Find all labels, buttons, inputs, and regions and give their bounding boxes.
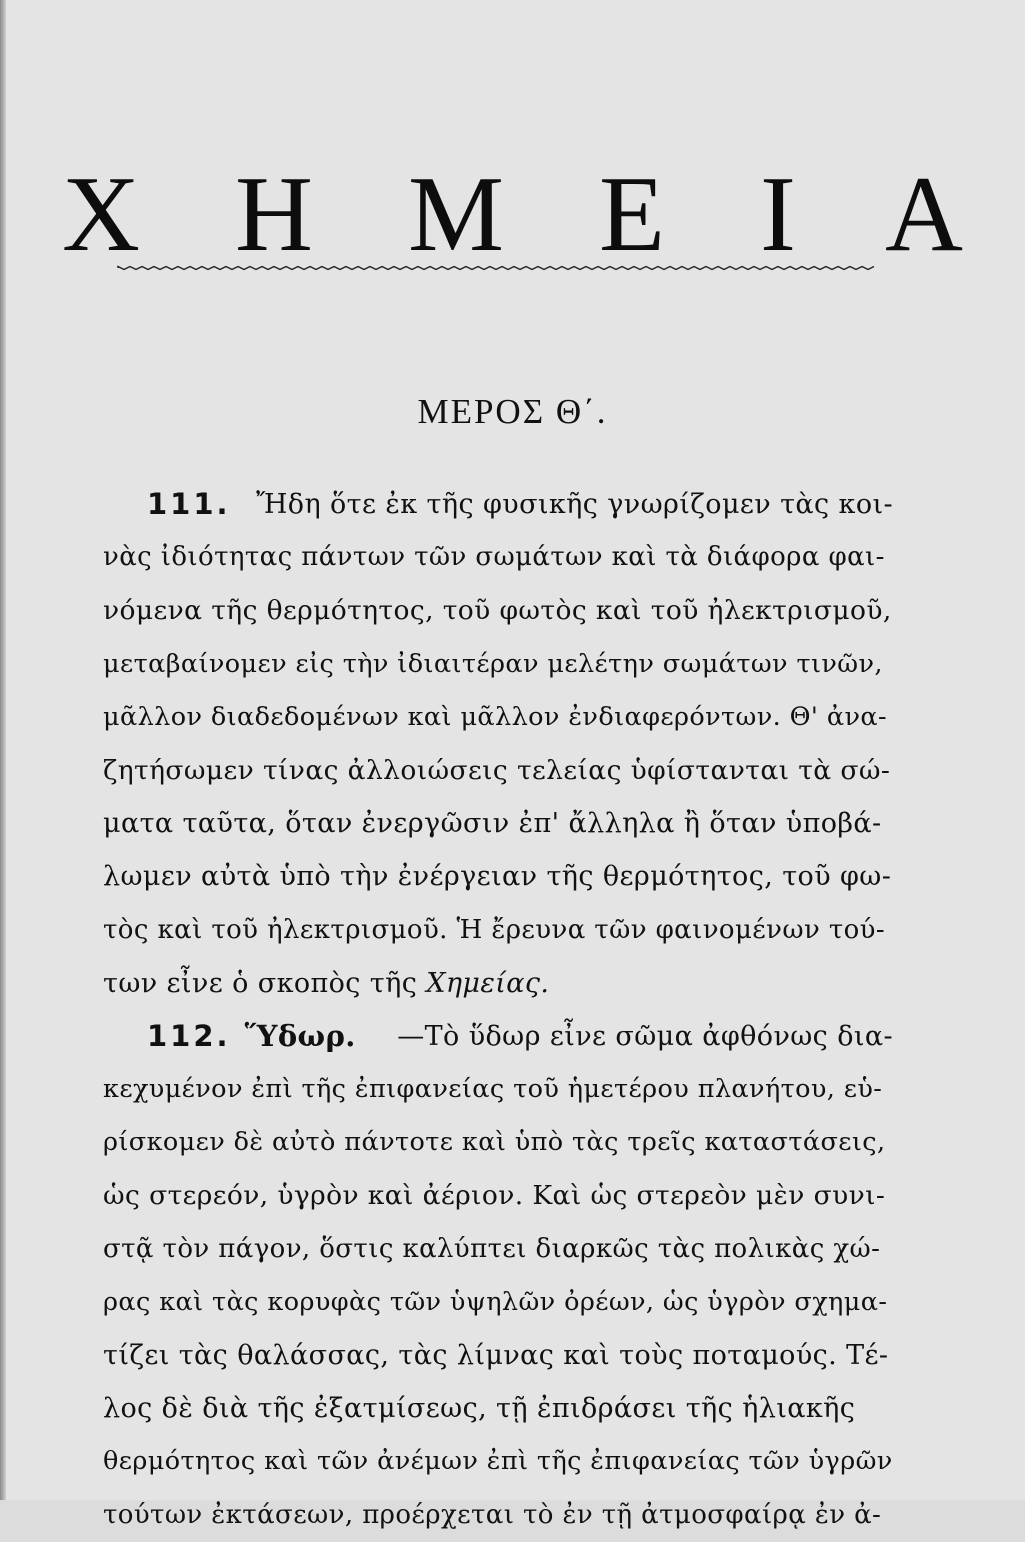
paragraph-line: [103, 1276, 893, 1329]
wavy-divider: [118, 262, 874, 274]
section-number: 111.: [147, 487, 231, 521]
paragraph-line: [103, 1223, 893, 1276]
section-number: 112.: [147, 1018, 231, 1053]
text-line: ζητήσωμεν τίνας ἀλλοιώσεις τελείας ὑφίστανται τὰ σώ-: [103, 754, 891, 786]
text-line: Ἤδη ὅτε ἐκ τῆς φυσικῆς γνωρίζομεν τὰς κοι-: [256, 489, 893, 520]
section-heading: Ὕδωρ.: [244, 1018, 356, 1053]
text-line: λωμεν αὐτὰ ὑπὸ τὴν ἐνέργειαν τῆς θερμότητος, τοῦ φω-: [103, 861, 892, 893]
paragraph-112-line-1: [103, 1010, 893, 1063]
text-line: νὰς ἰδιότητας πάντων τῶν σωμάτων καὶ τὰ διάφορα φαι-: [103, 542, 885, 573]
text-line: ματα ταῦτα, ὅταν ἐνεργῶσιν ἐπ' ἄλληλα ἢ ὅταν ὑποβά-: [103, 808, 882, 840]
text-line: νόμενα τῆς θερμότητος, τοῦ φωτὸς καὶ τοῦ ἠλεκτρισμοῦ,: [103, 595, 892, 627]
paragraph-line: [103, 1329, 893, 1382]
text-line: στᾷ τὸν πάγον, ὅστις καλύπτει διαρκῶς τὰς πολικὰς χώ-: [103, 1233, 881, 1264]
text-body: [103, 478, 893, 1542]
paragraph-line: [103, 1435, 893, 1488]
text-line: των εἶνε ὁ σκοπὸς τῆς: [103, 967, 427, 999]
text-line: μᾶλλον διαδεδομένων καὶ μᾶλλον ἐνδιαφερόντων. Θ' ἀνα-: [103, 701, 887, 732]
text-line: —Τὸ ὕδωρ εἶνε σῶμα ἀφθόνως δια-: [397, 1020, 893, 1052]
chapter-title: Χ Η Μ Ε Ι Α: [62, 155, 997, 274]
paragraph-line: [103, 1063, 893, 1116]
text-line: μεταβαίνομεν εἰς τὴν ἰδιαιτέραν μελέτην σωμάτων τινῶν,: [103, 648, 883, 679]
text-line: τίζει τὰς θαλάσσας, τὰς λίμνας καὶ τοὺς ποταμούς. Τέ-: [103, 1340, 889, 1371]
paragraph-last-line: [103, 957, 893, 1010]
paragraph-line: [103, 1116, 893, 1169]
text-line: τὸς καὶ τοῦ ἠλεκτρισμοῦ. Ἡ ἔρευνα τῶν φαινομένων τού-: [103, 914, 886, 945]
text-line: ρας καὶ τὰς κορυφὰς τῶν ὑψηλῶν ὀρέων, ὡς ὑγρὸν σχημα-: [103, 1286, 888, 1317]
paragraph-line: [103, 797, 893, 850]
text-line: θερμότητος καὶ τῶν ἀνέμων ἐπὶ τῆς ἐπιφανείας τῶν ὑγρῶν: [103, 1446, 893, 1477]
paragraph-line: [103, 1382, 893, 1435]
paragraph-line: [103, 850, 893, 903]
paragraph-line: [103, 531, 893, 584]
text-line: τούτων ἐκτάσεων, προέρχεται τὸ ἐν τῇ ἀτμοσφαίρᾳ ἐν ἀ-: [103, 1499, 882, 1530]
text-line: κεχυμένον ἐπὶ τῆς ἐπιφανείας τοῦ ἡμετέρου πλανήτου, εὑ-: [103, 1074, 883, 1105]
paragraph-111-line-1: [103, 478, 893, 531]
paragraph-line: [103, 1169, 893, 1222]
paragraph-line: [103, 904, 893, 957]
text-line: ὡς στερεόν, ὑγρὸν καὶ ἀέριον. Καὶ ὡς στερεὸν μὲν συνι-: [103, 1180, 886, 1212]
part-heading: ΜΕΡΟΣ Θ΄.: [417, 392, 608, 431]
text-line: ρίσκομεν δὲ αὐτὸ πάντοτε καὶ ὑπὸ τὰς τρεῖς καταστάσεις,: [103, 1127, 886, 1158]
paragraph-line: [103, 744, 893, 797]
paragraph-line: [103, 1489, 893, 1542]
paragraph-line: [103, 638, 893, 691]
paragraph-line: [103, 691, 893, 744]
paragraph-line: [103, 584, 893, 637]
italic-term: Χημείας.: [426, 967, 550, 999]
text-line: λος δὲ διὰ τῆς ἐξατμίσεως, τῇ ἐπιδράσει τῆς ἡλιακῆς: [103, 1393, 856, 1425]
